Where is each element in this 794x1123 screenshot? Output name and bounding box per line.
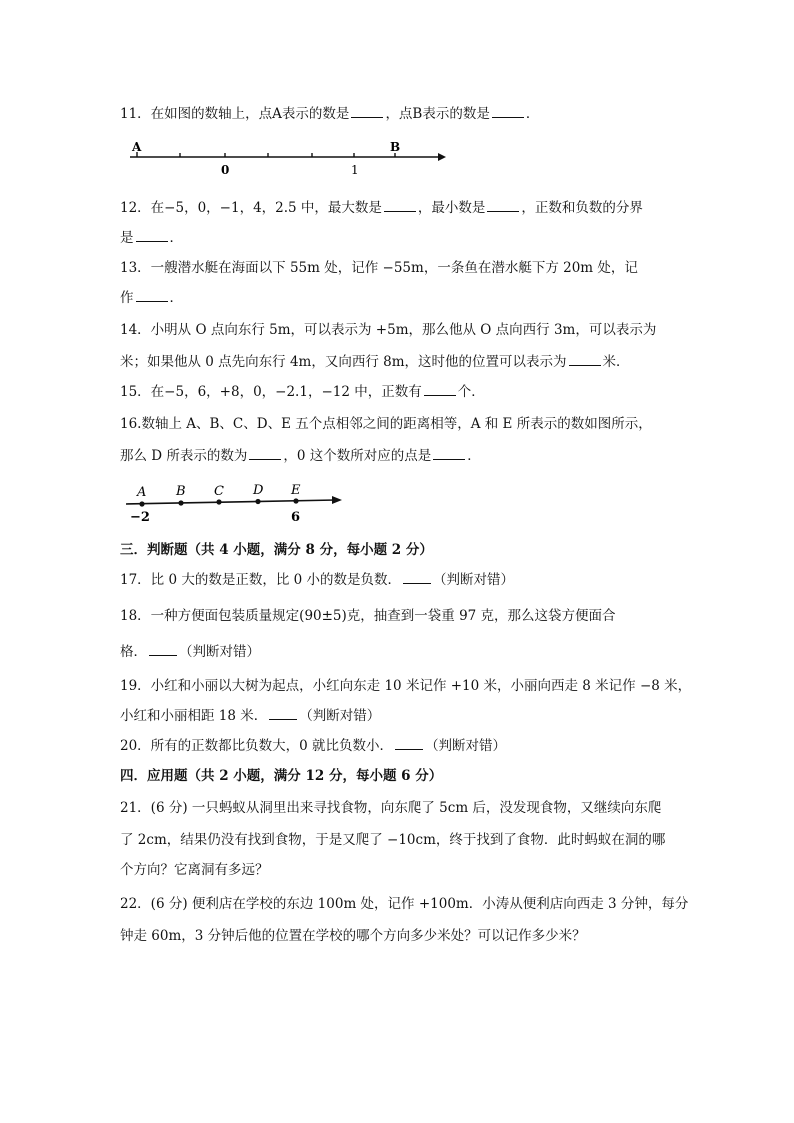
question-20: 20．所有的正数都比负数大，0 就比负数小． （判断对错）	[120, 738, 507, 754]
point-e-label: E	[291, 483, 301, 498]
point-a-label: A	[137, 485, 147, 500]
answer-blank[interactable]	[424, 383, 456, 396]
tick-label-one: 1	[351, 163, 359, 177]
question-19: 19．小红和小丽以大树为起点，小红向东走 10 米记作 +10 米，小丽向西走 8 米记作 −8 米，	[120, 678, 692, 694]
section-3-heading: 三．判断题（共 4 小题，满分 8 分，每小题 2 分）	[120, 542, 433, 558]
point-a-dot	[139, 501, 144, 506]
question-14-cont: 米；如果他从 0 点先向东行 4m，又向西行 8m，这时他的位置可以表示为 米．	[120, 354, 630, 370]
question-22-cont: 钟走 60m，3 分钟后他的位置在学校的哪个方向多少米处？可以记作多少米？	[120, 928, 586, 944]
point-e-value: 6	[291, 510, 301, 525]
number-line-figure-1	[120, 138, 460, 180]
question-21-cont2: 个方向？它离洞有多远？	[120, 862, 269, 878]
question-22: 22．(6 分) 便利店在学校的东边 100m 处，记作 +100m．小涛从便利店向西走 3 分钟，每分	[120, 896, 689, 912]
answer-blank[interactable]	[269, 707, 297, 720]
section-4-heading: 四．应用题（共 2 小题，满分 12 分，每小题 6 分）	[120, 768, 443, 784]
point-d-label: D	[253, 483, 264, 498]
point-e-dot	[293, 498, 298, 503]
question-14: 14．小明从 O 点向东行 5m，可以表示为 +5m，那么他从 O 点向西行 3m，可以表示为	[120, 322, 657, 338]
question-12: 12．在−5，0，−1，4，2.5 中，最大数是 ，最小数是 ，正数和负数的分界	[120, 200, 643, 216]
question-21: 21．(6 分) 一只蚂蚁从洞里出来寻找食物，向东爬了 5cm 后，没发现食物，又继续向东爬	[120, 800, 662, 816]
answer-blank[interactable]	[487, 199, 519, 212]
tick-label-zero: 0	[221, 163, 230, 177]
question-12-cont: 是 ．	[120, 230, 183, 246]
point-c-dot	[216, 499, 221, 504]
answer-blank[interactable]	[433, 447, 465, 460]
point-b-dot	[178, 500, 183, 505]
answer-blank[interactable]	[149, 643, 177, 656]
answer-blank[interactable]	[384, 199, 416, 212]
point-c-label: C	[214, 484, 224, 499]
question-13: 13．一艘潜水艇在海面以下 55m 处，记作 −55m，一条鱼在潜水艇下方 20m 处，记	[120, 260, 638, 276]
question-18: 18．一种方便面包装质量规定(90±5)克，抽查到一袋重 97 克，那么这袋方便面合	[120, 608, 616, 624]
answer-blank[interactable]	[351, 105, 383, 118]
question-21-cont: 了 2cm，结果仍没有找到食物，于是又爬了 −10cm，终于找到了食物．此时蚂蚁在洞的哪	[120, 832, 666, 848]
answer-blank[interactable]	[249, 447, 281, 460]
answer-blank[interactable]	[569, 353, 601, 366]
point-d-dot	[255, 499, 260, 504]
question-19-cont: 小红和小丽相距 18 米． （判断对错）	[120, 708, 381, 724]
answer-blank[interactable]	[136, 229, 168, 242]
question-18-cont: 格． （判断对错）	[120, 644, 260, 660]
answer-blank[interactable]	[403, 571, 431, 584]
question-17: 17．比 0 大的数是正数，比 0 小的数是负数． （判断对错）	[120, 572, 515, 588]
point-a-label: A	[132, 140, 142, 154]
question-16: 16.数轴上 A、B、C、D、E 五个点相邻之间的距离相等，A 和 E 所表示的数如图所示，	[120, 416, 652, 432]
question-11: 11．在如图的数轴上，点A表示的数是 ，点B表示的数是 ．	[120, 106, 540, 122]
answer-blank[interactable]	[136, 289, 168, 302]
number-line-figure-2	[120, 480, 350, 526]
point-b-label: B	[176, 484, 186, 499]
point-a-value: −2	[130, 510, 150, 525]
point-b-label: B	[390, 140, 401, 154]
question-13-cont: 作 ．	[120, 290, 183, 306]
answer-blank[interactable]	[492, 105, 524, 118]
question-15: 15．在−5，6，+8，0，−2.1，−12 中，正数有 个．	[120, 384, 485, 400]
question-16-cont: 那么 D 所表示的数为 ，0 这个数所对应的点是 ．	[120, 448, 481, 464]
answer-blank[interactable]	[395, 737, 423, 750]
